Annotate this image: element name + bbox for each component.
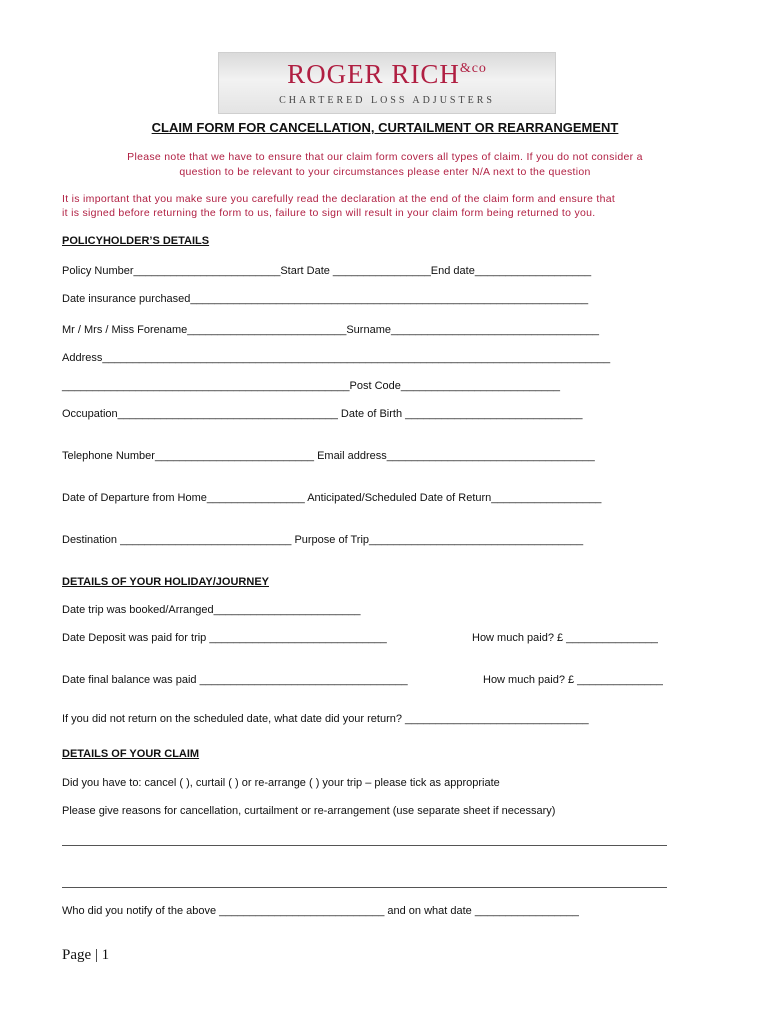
balance-date-field[interactable]: Date final balance was paid __________________________________	[62, 674, 408, 686]
claim-heading: DETAILS OF YOUR CLAIM	[62, 748, 200, 760]
destination-purpose-row[interactable]: Destination ____________________________ Purpose of Trip___________________________________	[62, 534, 584, 546]
date-purchased-row[interactable]: Date insurance purchased_________________________________________________________________	[62, 293, 589, 305]
notice-line-3: It is important that you make sure you carefully read the declaration at the end of the claim form and ensure that	[62, 193, 616, 205]
deposit-amount-field[interactable]: How much paid? £ _______________	[472, 632, 658, 644]
notice-line-4: it is signed before returning the form to us, failure to sign will result in your claim form being returned to you.	[62, 207, 596, 219]
company-logo	[218, 52, 556, 114]
logo-tagline: CHARTERED LOSS ADJUSTERS	[279, 95, 495, 106]
tick-options-row[interactable]: Did you have to: cancel ( ), curtail ( ) or re-arrange ( ) your trip – please tick as appropriate	[62, 777, 500, 789]
reasons-line-2[interactable]	[62, 887, 667, 888]
occupation-row[interactable]: Occupation____________________________________ Date of Birth _____________________________	[62, 408, 583, 420]
logo-amp: &co	[459, 61, 487, 76]
form-title: CLAIM FORM FOR CANCELLATION, CURTAILMENT OR REARRANGEMENT	[151, 120, 619, 135]
deposit-date-field[interactable]: Date Deposit was paid for trip _____________________________	[62, 632, 387, 644]
telephone-email-row[interactable]: Telephone Number__________________________ Email address__________________________________	[62, 450, 595, 462]
address-row[interactable]: Address___________________________________________________________________________________	[62, 352, 611, 364]
departure-return-row[interactable]: Date of Departure from Home________________ Anticipated/Scheduled Date of Return__________________	[62, 492, 602, 504]
logo-name: ROGER $RICH^{\&co}$	[287, 59, 487, 89]
forename-surname-row[interactable]: Mr / Mrs / Miss Forename__________________________Surname__________________________________	[62, 324, 599, 336]
reasons-line-1[interactable]	[62, 845, 667, 846]
postcode-row[interactable]: _______________________________________________Post Code__________________________	[62, 380, 560, 392]
holiday-heading: DETAILS OF YOUR HOLIDAY/JOURNEY	[62, 576, 269, 588]
notice-line-1: Please note that we have to ensure that our claim form covers all types of claim. If you do not consider a	[127, 151, 643, 163]
return-date-field[interactable]: If you did not return on the scheduled date, what date did your return? ______________________________	[62, 713, 589, 725]
policy-number-row[interactable]: Policy Number________________________Start Date ________________End date___________________	[62, 265, 592, 277]
policyholder-heading: POLICYHOLDER’S DETAILS	[62, 235, 210, 247]
balance-amount-field[interactable]: How much paid? £ ______________	[483, 674, 663, 686]
notice-line-2: question to be relevant to your circumstances please enter N/A next to the question	[179, 166, 591, 178]
trip-booked-row[interactable]: Date trip was booked/Arranged________________________	[62, 604, 361, 616]
reasons-prompt: Please give reasons for cancellation, curtailment or re-arrangement (use separate sheet if necessary)	[62, 805, 556, 817]
page-number: Page | 1	[62, 947, 110, 963]
notify-row[interactable]: Who did you notify of the above ___________________________ and on what date _________________	[62, 905, 579, 917]
